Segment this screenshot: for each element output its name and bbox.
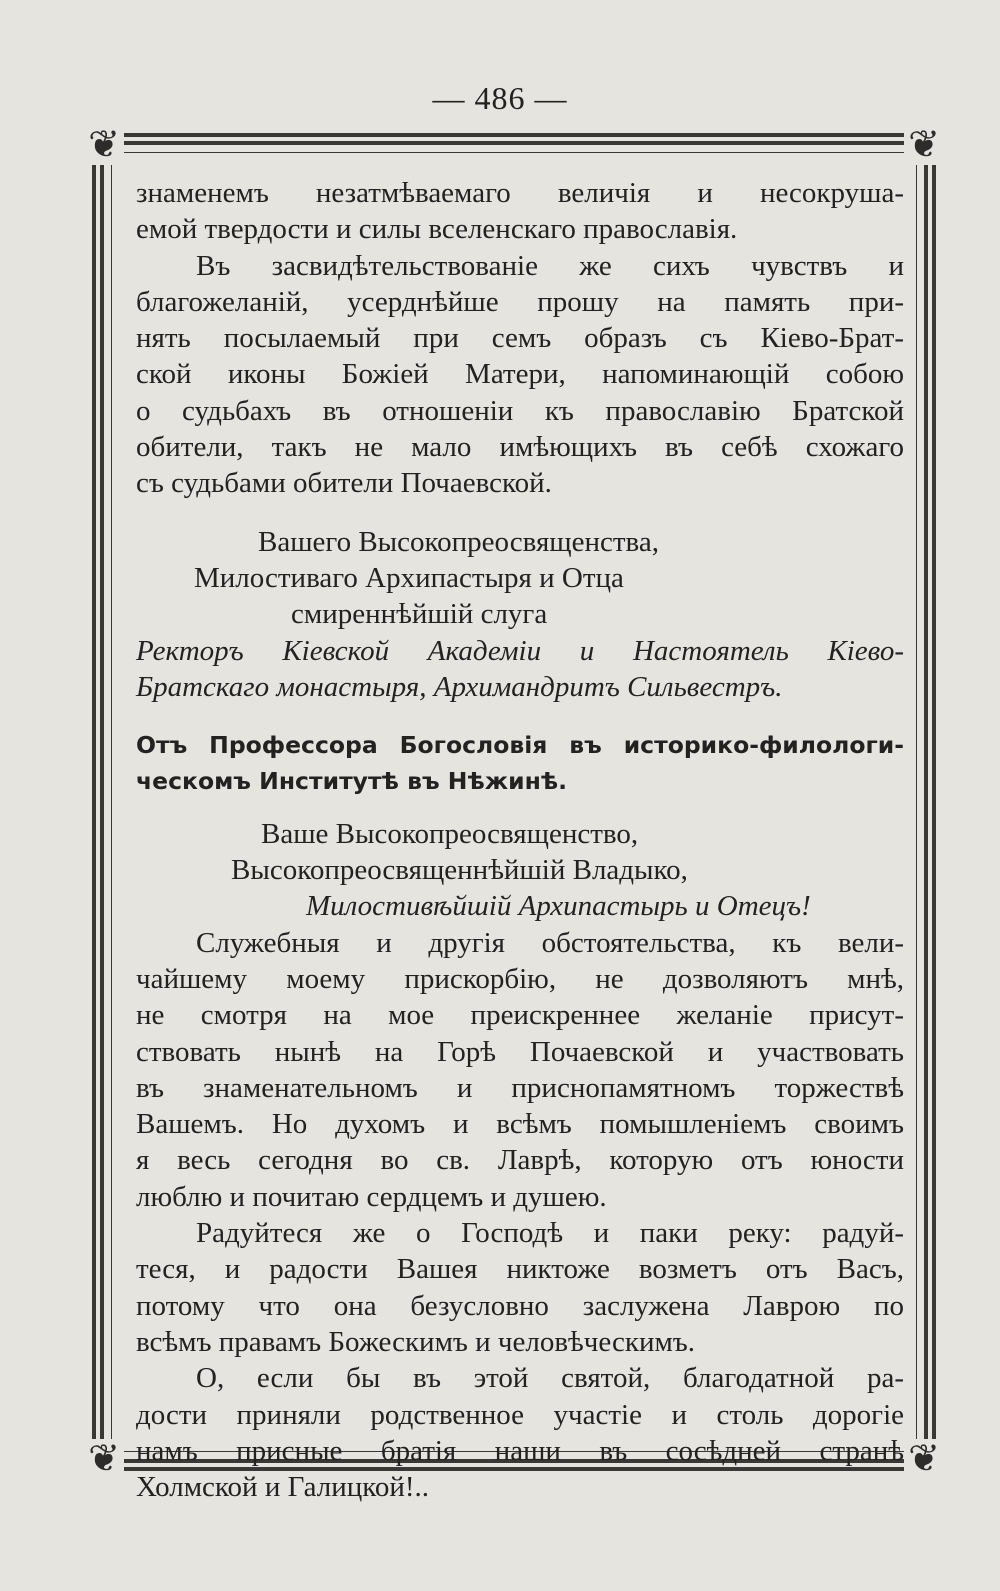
text-line: не смотря на мое преискреннее желаніе присут- bbox=[136, 999, 904, 1032]
text-line: я весь сегодня во св. Лаврѣ, которую отъ юности bbox=[136, 1144, 904, 1177]
text-line: въ знаменательномъ и приснопамятномъ торжествѣ bbox=[136, 1071, 904, 1104]
text-line: потому что она безусловно заслужена Лаврою по bbox=[136, 1289, 904, 1322]
text-line: люблю и почитаю сердцемъ и душею. bbox=[136, 1180, 607, 1213]
text-line: ской иконы Божіей Матери, напоминающій собою bbox=[136, 358, 904, 391]
corner-ornament-icon: ❦ bbox=[84, 1439, 124, 1479]
text-line: ствовать нынѣ на Горѣ Почаевской и участвовать bbox=[136, 1035, 904, 1068]
text-line: дости приняли родственное участіе и столь дорогіе bbox=[136, 1398, 904, 1431]
text-line: емой твердости и силы вселенскаго православія. bbox=[136, 213, 738, 246]
text-line: благожеланій, усерднѣйше прошу на память при- bbox=[136, 285, 904, 318]
corner-ornament-icon: ❦ bbox=[84, 125, 124, 165]
salutation-line: Милостивѣйшій Архипастырь и Отецъ! bbox=[306, 890, 811, 923]
section-heading: ческомъ Институтѣ въ Нѣжинѣ. bbox=[136, 767, 568, 796]
section-heading: Отъ Профессора Богословія въ историко-филологи- bbox=[136, 731, 904, 760]
text-line: Радуйтеся же о Господѣ и паки реку: радуй- bbox=[196, 1217, 904, 1250]
text-line: съ судьбами обители Почаевской. bbox=[136, 467, 552, 500]
text-line: о судьбахъ въ отношеніи къ православію Братской bbox=[136, 394, 904, 427]
salutation-line: Высокопреосвященнѣйшій Владыко, bbox=[231, 854, 688, 887]
signature-line: Ректоръ Кіевской Академіи и Настоятель Кіево- bbox=[136, 634, 904, 667]
text-line: Вашемъ. Но духомъ и всѣмъ помышленіемъ своимъ bbox=[136, 1108, 904, 1141]
text-line: нять посылаемый при семъ образъ съ Кіево-Брат- bbox=[136, 322, 904, 355]
salutation-line: смиреннѣйшій слуга bbox=[291, 598, 548, 631]
salutation-line: Милостиваго Архипастыря и Отца bbox=[194, 561, 624, 594]
text-line: О, если бы въ этой святой, благодатной ра- bbox=[196, 1362, 904, 1395]
corner-ornament-icon: ❦ bbox=[904, 125, 944, 165]
text-line: знаменемъ незатмѣваемаго величія и несокруша- bbox=[136, 177, 904, 209]
salutation-line: Ваше Высокопреосвященство, bbox=[261, 817, 639, 850]
page-number: — 486 — bbox=[432, 80, 568, 116]
text-line: Холмской и Галицкой!.. bbox=[136, 1471, 430, 1504]
signature-line: Братскаго монастыря, Архимандритъ Сильвестръ. bbox=[136, 670, 783, 703]
page-body bbox=[136, 175, 904, 1505]
text-line: чайшему моему прискорбію, не дозволяютъ мнѣ, bbox=[136, 962, 904, 995]
text-line: Въ засвидѣтельствованіе же сихъ чувствъ и bbox=[196, 249, 904, 282]
text-line: Служебныя и другія обстоятельства, къ вели- bbox=[196, 926, 904, 959]
text-line: намъ присные братія наши въ сосѣдней странѣ bbox=[136, 1434, 904, 1467]
text-line: всѣмъ правамъ Божескимъ и человѣческимъ. bbox=[136, 1325, 696, 1358]
salutation-line: Вашего Высокопреосвященства, bbox=[258, 525, 659, 558]
text-line: обители, такъ не мало имѣющихъ въ себѣ схожаго bbox=[136, 431, 904, 464]
corner-ornament-icon: ❦ bbox=[904, 1439, 944, 1479]
text-line: теся, и радости Вашея никтоже возметъ отъ Васъ, bbox=[136, 1253, 904, 1286]
